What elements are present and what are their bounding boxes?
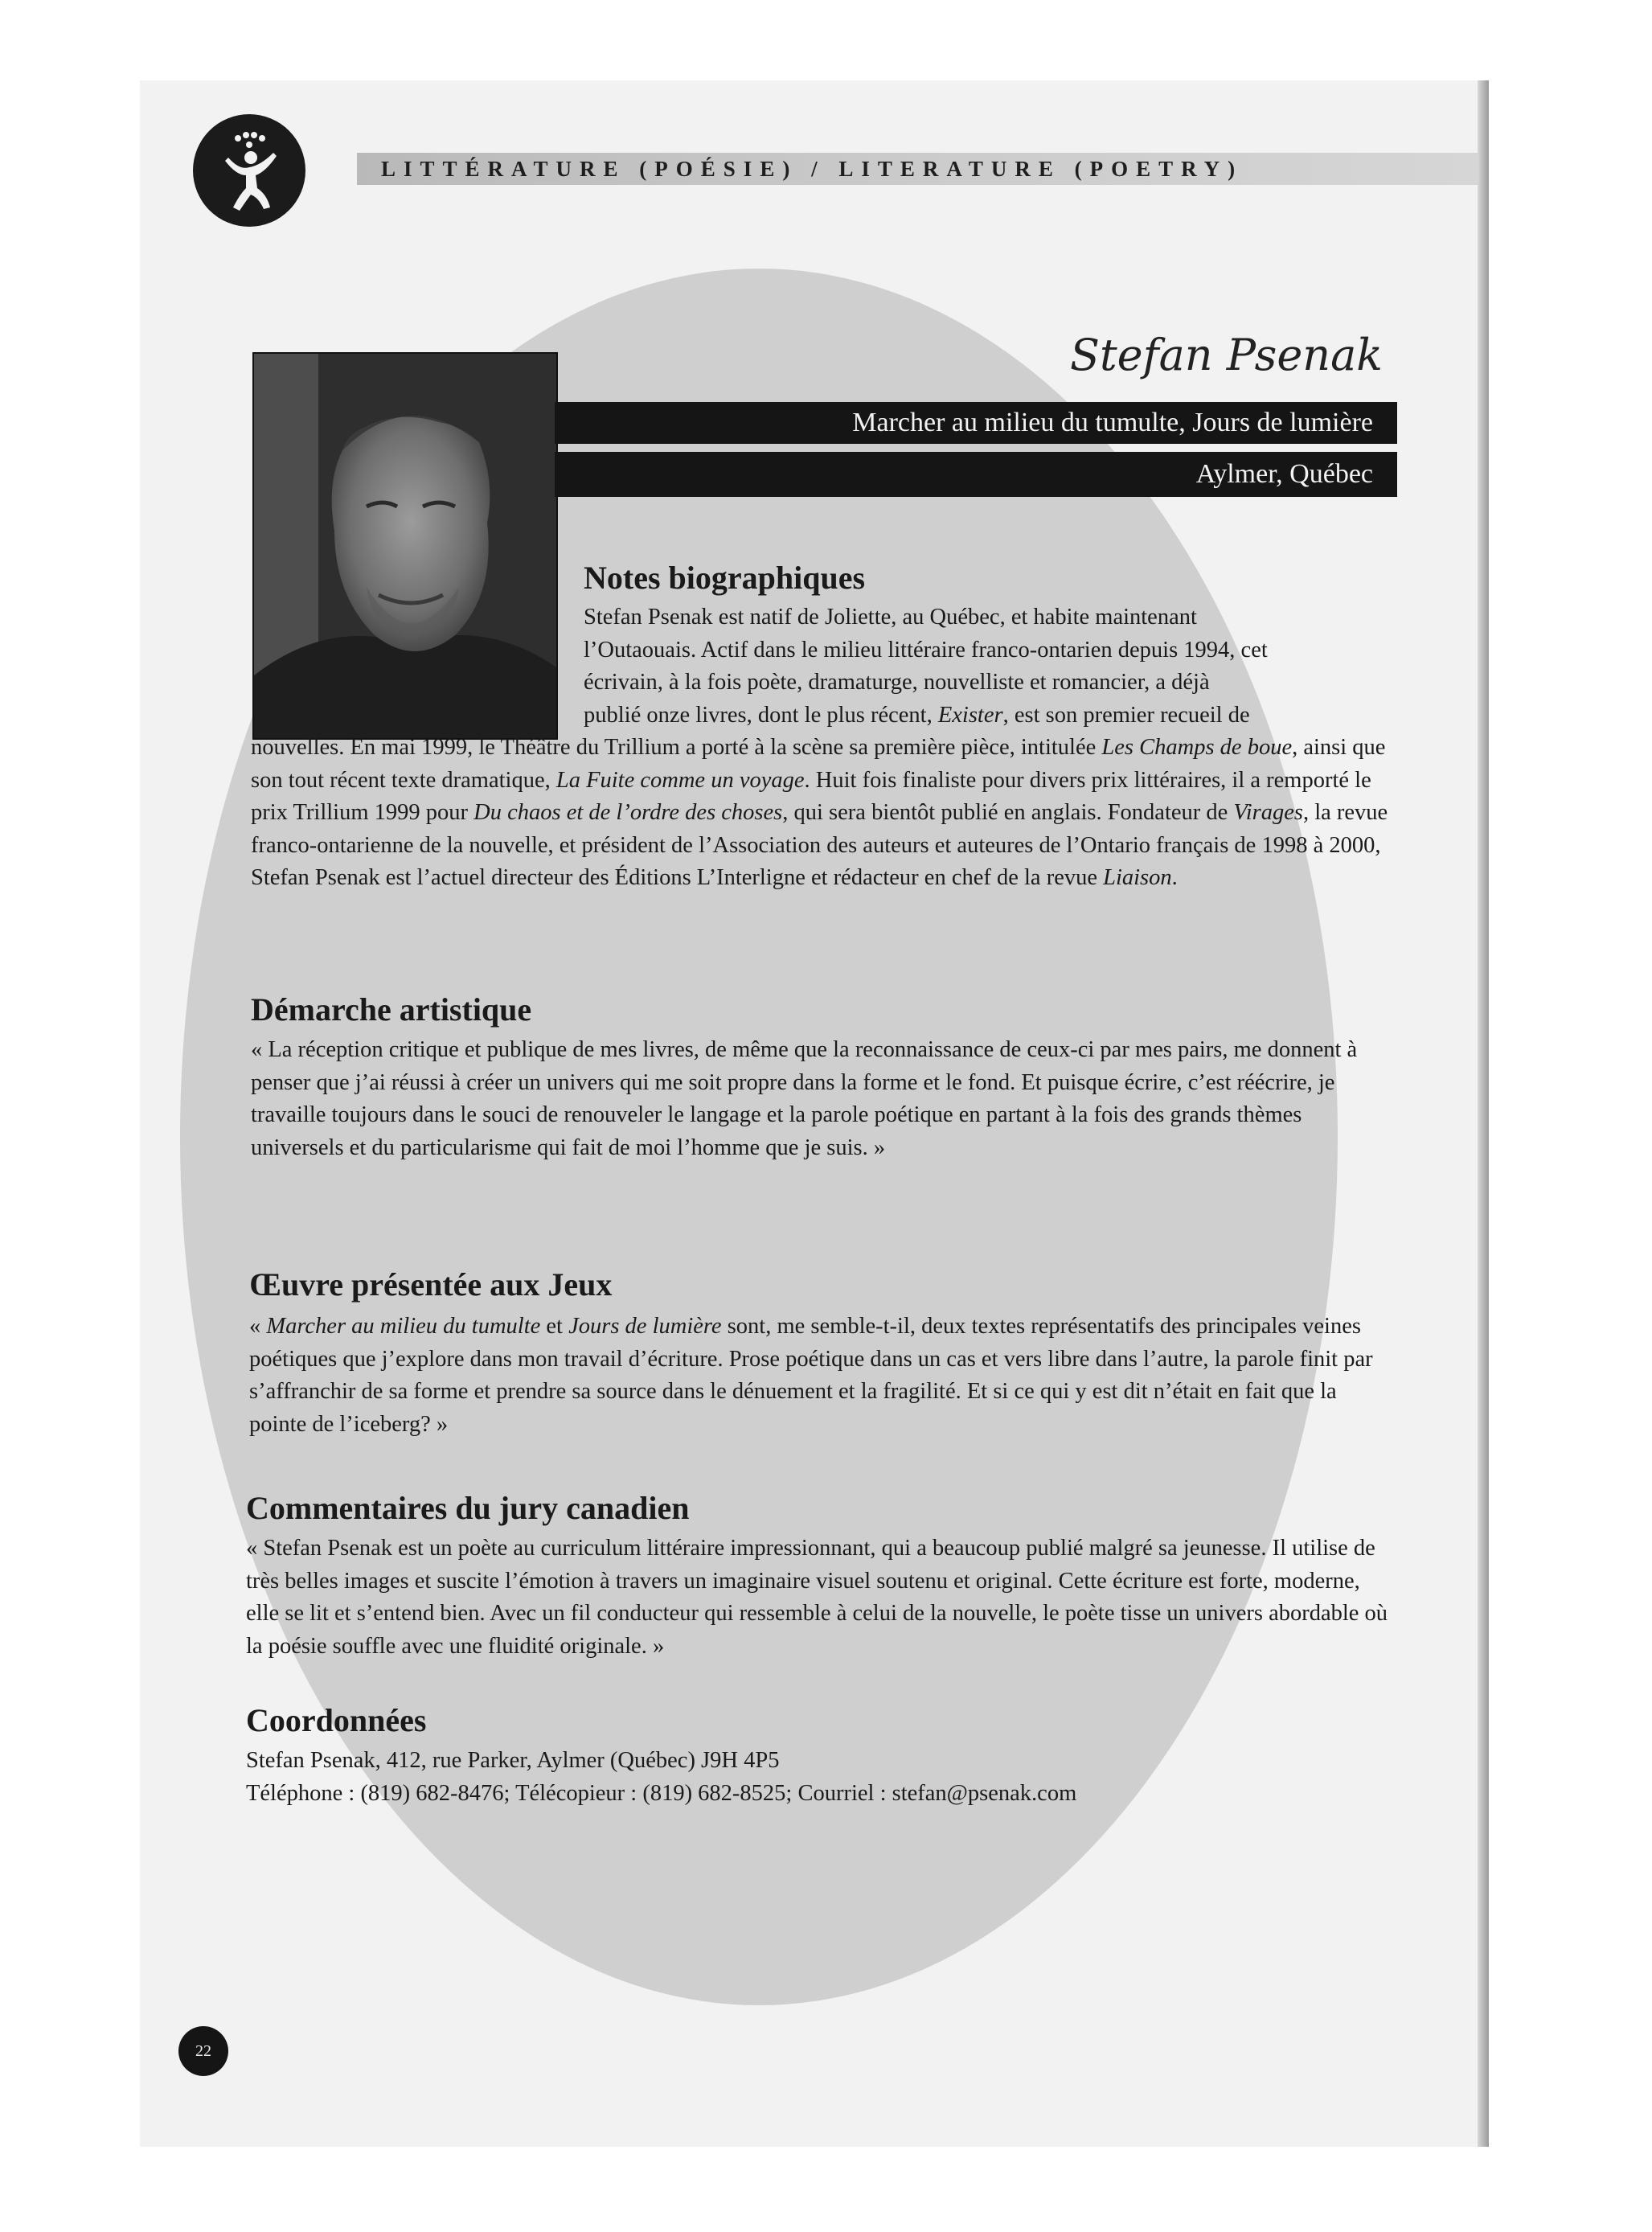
bio-text-g: , qui sera bientôt publié en anglais. Fondateur de <box>782 800 1234 825</box>
oeuvre-and: et <box>540 1314 569 1339</box>
bio-line-4 <box>584 700 1404 732</box>
title-du-chaos: Du chaos et de l’ordre des choses <box>473 800 783 825</box>
title-champs-de-boue: Les Champs de boue <box>1101 735 1293 760</box>
author-photo <box>252 352 558 740</box>
jury-text: « Stefan Psenak est un poète au curriculum littéraire impressionnant, qui a beaucoup publié malgré sa jeunesse. Il utilise de très belles images et suscite l’émotion à travers un imaginaire visuel soutenu et original. Cette écriture est forte, moderne, elle se lit et s’entend bien. Avec un fil conducteur qui ressemble à celui de la nouvelle, le poète tisse un univers abordable où la poésie souffle avec une fluidité originale. » <box>246 1536 1388 1659</box>
oeuvre-rest: sont, me semble-t-il, deux textes représentatifs des principales veines poétiques que j’explore dans mon travail d’écriture. Prose poétique dans un cas et vers libre dans l’autre, la parole finit par s’affranchir de sa forme et prendre sa source dans le dénuement et la fragilité. Et si ce qui y est dit n’était en fait que la pointe de l’iceberg? » <box>249 1314 1373 1437</box>
oeuvre-body <box>249 1311 1399 1441</box>
bio-text-a: nouvelles. En mai 1999, le Théâtre du Trillium a porté à la scène sa première pièce, intitulée <box>251 735 1102 760</box>
bio-text-k: . <box>1171 865 1178 890</box>
location-bar: Aylmer, Québec <box>555 452 1397 497</box>
contact-heading: Coordonnées <box>246 1702 427 1738</box>
demarche-heading: Démarche artistique <box>251 991 532 1028</box>
bio-line-1: Stefan Psenak est natif de Joliette, au Québec, et habite maintenant <box>584 605 1197 630</box>
games-logo-icon <box>193 114 305 227</box>
bio-text-e: . Huit fois finaliste pour divers prix littéraires, il a remporté le prix Trillium 1999 pour <box>251 767 1371 825</box>
title-liaison: Liaison <box>1103 865 1172 890</box>
title-virages: Virages <box>1233 800 1303 825</box>
bio-line-4-end: , est son premier recueil de <box>1002 702 1250 728</box>
bio-line-3: écrivain, à la fois poète, dramaturge, nouvelliste et romancier, a déjà <box>584 670 1210 695</box>
bio-line-2: l’Outaouais. Actif dans le milieu littéraire franco-ontarien depuis 1994, cet <box>584 637 1268 663</box>
bio-body <box>251 732 1408 895</box>
bio-heading: Notes biographiques <box>584 560 866 596</box>
page-edge-shadow <box>1478 80 1489 2147</box>
bio-line-4-text: publié onze livres, dont le plus récent, <box>584 702 938 728</box>
page-number-badge: 22 <box>178 2026 228 2076</box>
category-header: LITTÉRATURE (POÉSIE) / LITERATURE (POETRY) <box>381 157 1244 181</box>
bio-text-c: , ainsi que son tout récent texte dramatique, <box>251 735 1386 793</box>
jury-heading: Commentaires du jury canadien <box>246 1490 690 1526</box>
title-marcher: Marcher au milieu du tumulte <box>266 1314 541 1339</box>
title-jours: Jours de lumière <box>568 1314 722 1339</box>
oeuvre-heading: Œuvre présentée aux Jeux <box>249 1266 613 1303</box>
demarche-text: « La réception critique et publique de mes livres, de même que la reconnaissance de ceux-ci par mes pairs, me donnent à penser que j’ai réussi à créer un univers qui me soit propre dans la forme et le fond. Et puisque écrire, c’est réécrire, je travaille toujours dans le souci de renouveler le langage et la parole poétique en partant à la fois des grands thèmes universels et du particularisme qui fait de moi l’homme que je suis. » <box>251 1037 1358 1160</box>
author-name: Stefan Psenak <box>1069 330 1383 380</box>
book-title-exister: Exister <box>937 702 1003 728</box>
bio-text-i: , la revue franco-ontarienne de la nouvelle, et président de l’Association des auteurs et auteures de l’Ontario français de 1998 à 2000, Stefan Psenak est l’actuel directeur des Éditions L’Interligne et rédacteur en chef de la revue <box>251 800 1388 890</box>
title-la-fuite: La Fuite comme un voyage <box>555 767 805 793</box>
bio-intro-lines <box>584 601 1404 732</box>
contact-address: Stefan Psenak, 412, rue Parker, Aylmer (Québec) J9H 4P5 <box>246 1748 780 1773</box>
oeuvre-text <box>249 1311 1399 1441</box>
page-sheet <box>140 80 1487 2147</box>
oeuvre-quote-open: « <box>249 1314 267 1339</box>
contact-phones: Téléphone : (819) 682-8476; Télécopieur : (819) 682-8525; Courriel : stefan@psenak.com <box>246 1780 1077 1806</box>
bio-paragraph <box>251 732 1408 895</box>
contact-block <box>246 1745 1404 1810</box>
works-title-bar: Marcher au milieu du tumulte, Jours de lumière <box>555 402 1397 444</box>
